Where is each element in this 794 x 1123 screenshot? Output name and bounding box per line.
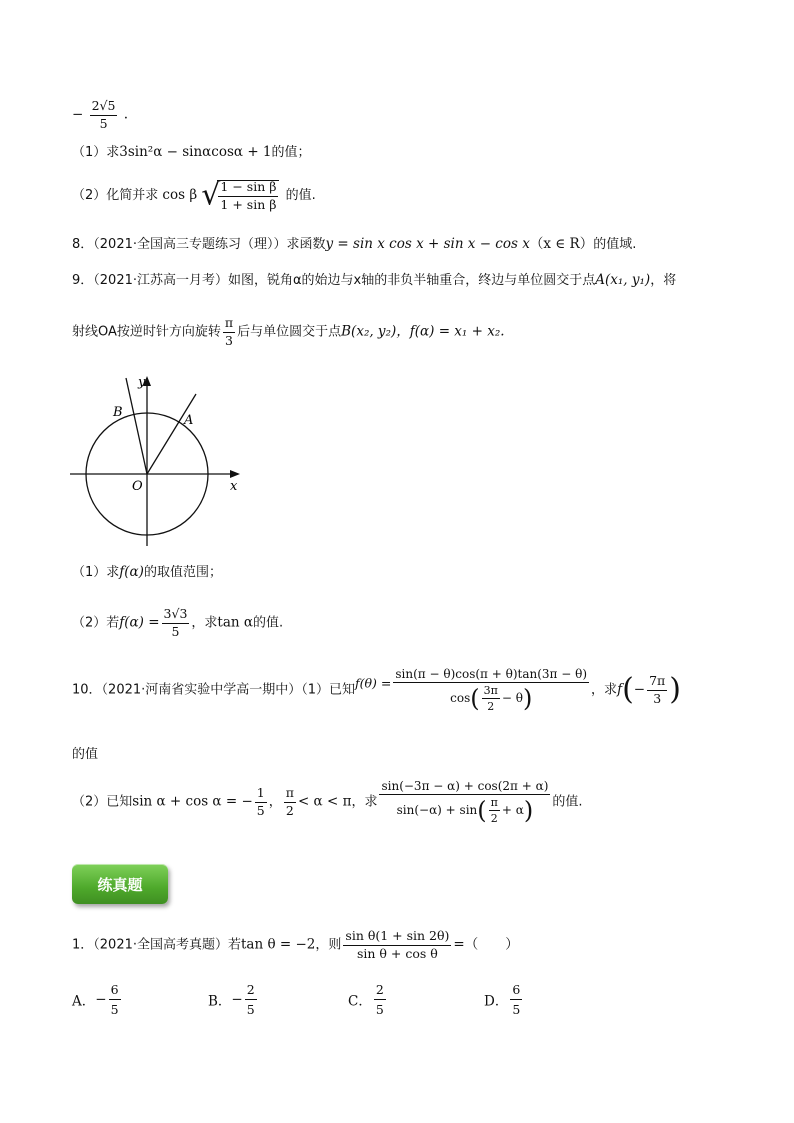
problem-9-line-1: 9．（2021·江苏高一月考）如图，锐角α的始边与x轴的非负半轴重合，终边与单位圆交于点A(x₁, y₁)，将 (72, 272, 677, 288)
question-1-part-2: （2）化简并求 cos β √ $\frac{\text{1 − sin β}}{\text{1 + sin β}}$ 的值. (72, 177, 316, 213)
option-b[interactable]: B．− $\frac{2}{5}$ (208, 982, 255, 1017)
fraction-f-theta: sin(π − θ)cos(π + θ)tan(3π − θ) cos( $\frac{3\pi}{2}$ − θ) (395, 667, 588, 713)
fraction: $\frac{1}{5}$ (256, 785, 265, 818)
label-o: O (132, 479, 143, 494)
problem-10-line-2: 的值 (72, 747, 99, 762)
x-axis-arrow (230, 470, 240, 478)
fraction: $\frac{3\pi}{2}$ (483, 684, 498, 713)
exam-question-1: 1．（2021·全国高考真题）若tan θ = −2，则 $\frac{\text{sin θ(1 + sin 2θ)}}{\text{sin θ + cos θ}}$ =（ ） (72, 928, 519, 961)
label-b: B (113, 405, 123, 420)
fraction: $\frac{\pi}{3}$ (224, 315, 234, 348)
fraction: $\frac{\pi}{2}$ (285, 785, 294, 818)
fraction: $\frac{6}{5}$ (512, 982, 521, 1017)
fraction: $\frac{6}{5}$ (110, 982, 119, 1017)
problem-9-part-1: （1）求f(α)的取值范围； (72, 564, 222, 580)
fraction: $\frac{3√3}{5}$ (163, 606, 188, 639)
problem-10: 10．（2021·河南省实验中学高一期中）（1）已知f(θ) = sin(π − θ)cos(π + θ)tan(3π − θ) cos( $\frac{3\pi}{2}$ − θ) ，求f(− $\frac{7\pi}{3}$ ) (72, 667, 681, 713)
fraction: $\frac{2√5}{5}$ (91, 98, 116, 131)
fraction: $\frac{2}{5}$ (246, 982, 255, 1017)
option-a[interactable]: A．− $\frac{6}{5}$ (72, 982, 119, 1017)
fraction: $\frac{7\pi}{3}$ (649, 673, 666, 706)
section-button-practice[interactable]: 练真题 (72, 864, 168, 904)
problem-9-part-2: （2）若f(α) = $\frac{3√3}{5}$ ，求tan α的值. (72, 606, 284, 639)
ray-ob (126, 378, 147, 474)
label-y: y (138, 375, 146, 390)
problem-8: 8．（2021·全国高三专题练习（理））求函数y = sin x cos x + sin x − cos x（x ∈ R）的值域. (72, 236, 637, 252)
label-x: x (230, 479, 238, 494)
sqrt-sign: √ (201, 177, 221, 213)
option-d[interactable]: D． $\frac{6}{5}$ (484, 982, 521, 1017)
fraction: $\frac{\pi}{2}$ (490, 796, 498, 825)
ray-oa (147, 394, 196, 474)
fraction: $\frac{\text{sin θ(1 + sin 2θ)}}{\text{sin θ + cos θ}}$ (345, 928, 450, 961)
fraction: $\frac{2}{5}$ (375, 982, 384, 1017)
fraction-main: sin(−3π − α) + cos(2π + α) sin(−α) + sin( $\frac{\pi}{2}$ + α) (381, 779, 549, 825)
sqrt-fraction: $\frac{\text{1 − sin β}}{\text{1 + sin β}}$ (217, 180, 279, 211)
problem-10-part-2: （2）已知sin α + cos α = − $\frac{1}{5}$ ， $\frac{\pi}{2}$ < α < π，求 sin(−3π − α) + cos(2π + α) sin(−α) + sin( $\frac{\pi}{2}$ + α) 的值. (72, 779, 583, 825)
option-c[interactable]: C． $\frac{2}{5}$ (348, 982, 384, 1017)
question-1-part-1: （1）求3sin²α − sinαcosα + 1的值； (72, 144, 311, 160)
answer-fragment: − $\frac{2√5}{5}$ . (72, 98, 129, 131)
problem-9-line-2: 射线OA按逆时针方向旋转 $\frac{\pi}{3}$ 后与单位圆交于点B(x₂, y₂)，f(α) = x₁ + x₂. (72, 315, 505, 348)
unit-circle-figure (68, 370, 268, 550)
label-a: A (184, 413, 194, 428)
